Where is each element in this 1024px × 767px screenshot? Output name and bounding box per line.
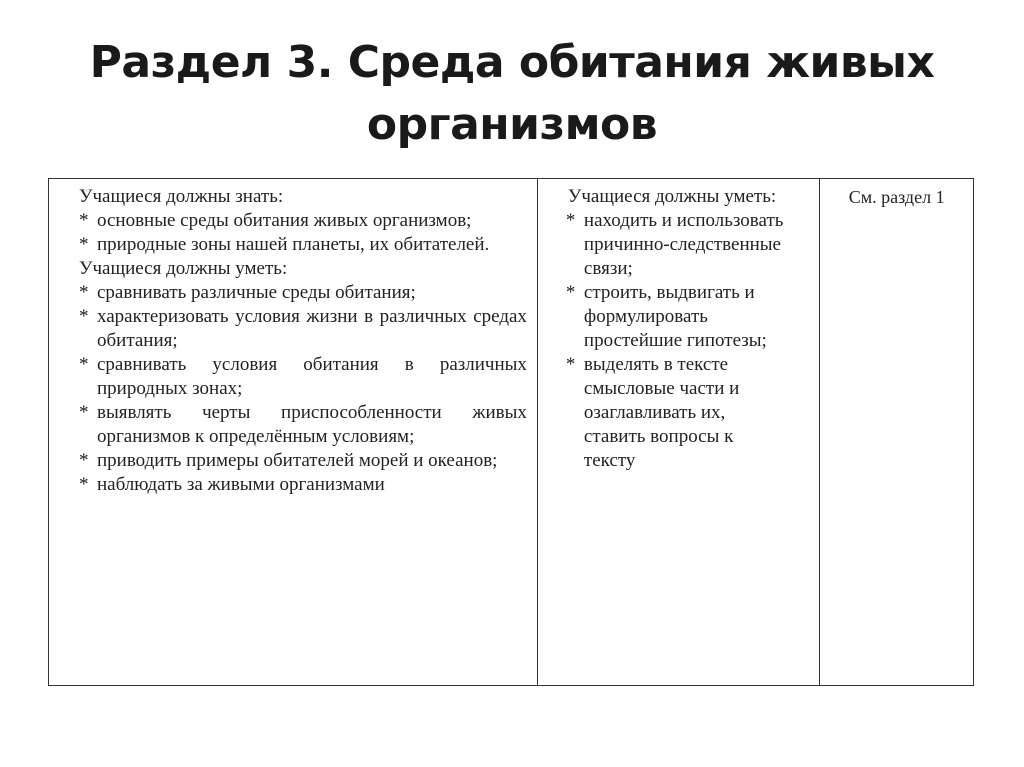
slide-title-line-1: Раздел 3. Среда обитания живых <box>89 37 935 88</box>
bullet-mark: * <box>79 306 89 327</box>
can-heading: Учащиеся должны уметь: <box>79 258 288 279</box>
bullet-mark: * <box>79 450 89 471</box>
list-item-text: основные среды обитания живых организмов; <box>97 210 472 231</box>
slide-title-line-2: организмов <box>366 99 658 150</box>
skills-heading-row <box>566 185 809 209</box>
bullet-mark: * <box>565 282 576 303</box>
list-item <box>79 281 527 305</box>
table-column-reference <box>819 179 973 685</box>
requirements-table <box>48 178 974 686</box>
list-item-text: приводить примеры обитателей морей и океанов; <box>97 450 498 471</box>
reference-text: См. раздел 1 <box>848 187 945 207</box>
list-item <box>79 473 527 497</box>
skills-heading: Учащиеся должны уметь: <box>567 186 777 207</box>
list-item <box>566 209 809 281</box>
list-item <box>79 233 527 257</box>
bullet-mark: * <box>565 354 576 375</box>
bullet-mark: * <box>79 354 89 375</box>
bullet-mark: * <box>79 210 89 231</box>
bullet-mark: * <box>79 282 89 303</box>
list-item-text: наблюдать за живыми организмами <box>97 474 385 495</box>
list-item-text: строить, выдвигать и формулировать простейшие гипотезы; <box>583 282 767 351</box>
list-item-text: находить и использовать причинно-следственные связи; <box>583 210 784 279</box>
bullet-mark: * <box>565 210 576 231</box>
list-item-text: природные зоны нашей планеты, их обитателей. <box>97 234 490 255</box>
list-item-text: выявлять черты приспособленности живых организмов к определённым условиям; <box>97 402 527 447</box>
list-item <box>79 305 527 353</box>
list-item <box>566 353 809 473</box>
list-item <box>79 449 527 473</box>
list-item <box>566 281 809 353</box>
list-item <box>79 353 527 401</box>
slide-title <box>0 32 1024 156</box>
table-column-knowledge <box>49 179 537 685</box>
list-item-text: сравнивать условия обитания в различных природных зонах; <box>97 354 527 399</box>
table-column-skills <box>537 179 819 685</box>
list-item-text: характеризовать условия жизни в различных средах обитания; <box>97 306 527 351</box>
bullet-mark: * <box>79 474 89 495</box>
list-item <box>79 209 527 233</box>
list-item <box>79 401 527 449</box>
list-item-text: сравнивать различные среды обитания; <box>97 282 416 303</box>
list-item-text: выделять в тексте смысловые части и озаглавливать их, ставить вопросы к тексту <box>583 354 740 471</box>
bullet-mark: * <box>79 402 89 423</box>
know-heading: Учащиеся должны знать: <box>79 186 284 207</box>
bullet-mark: * <box>79 234 89 255</box>
